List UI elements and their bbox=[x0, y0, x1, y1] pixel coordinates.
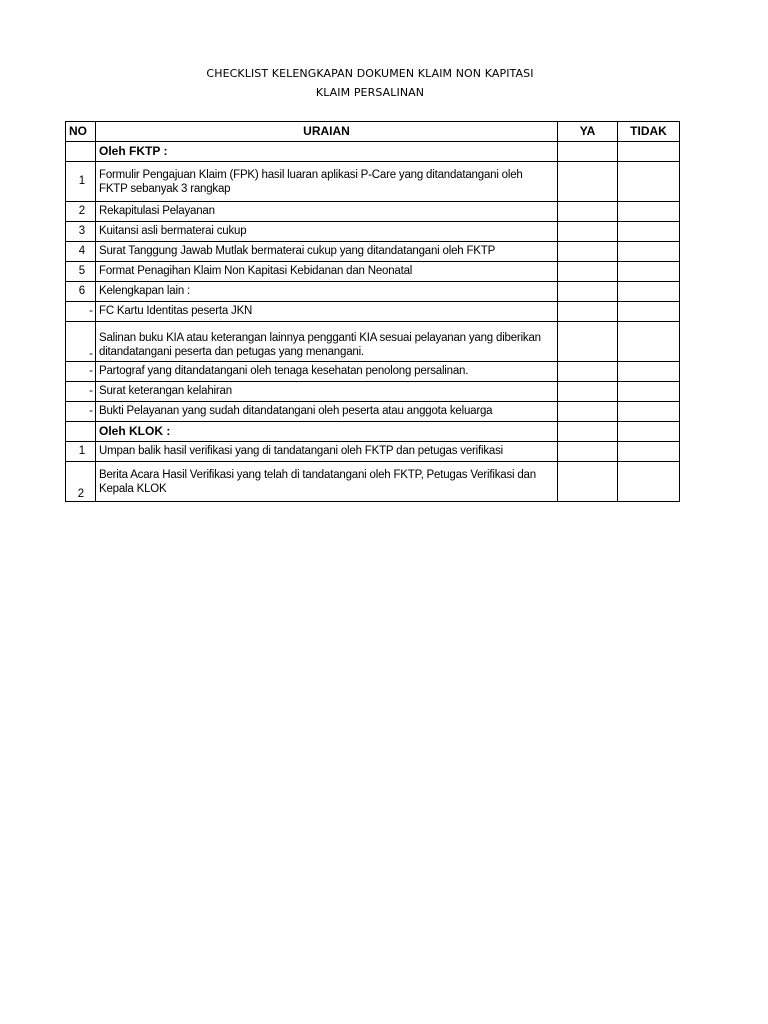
row-text: Format Penagihan Klaim Non Kapitasi Kebidanan dan Neonatal bbox=[96, 262, 558, 282]
table-row bbox=[66, 162, 680, 202]
ya-cell[interactable] bbox=[558, 362, 618, 382]
ya-cell[interactable] bbox=[558, 322, 618, 362]
row-text: Umpan balik hasil verifikasi yang di tandatangani oleh FKTP dan petugas verifikasi bbox=[96, 442, 558, 462]
row-text: Partograf yang ditandatangani oleh tenaga kesehatan penolong persalinan. bbox=[96, 362, 558, 382]
header-no: NO bbox=[66, 122, 96, 142]
ya-cell[interactable] bbox=[558, 162, 618, 202]
row-text: FC Kartu Identitas peserta JKN bbox=[96, 302, 558, 322]
table-row bbox=[66, 382, 680, 402]
ya-cell[interactable] bbox=[558, 262, 618, 282]
row-text: Surat keterangan kelahiran bbox=[96, 382, 558, 402]
checklist-table bbox=[65, 121, 680, 502]
section-label: Oleh FKTP : bbox=[96, 142, 558, 162]
row-number: - bbox=[66, 322, 96, 362]
row-number: - bbox=[66, 382, 96, 402]
row-text: Kelengkapan lain : bbox=[96, 282, 558, 302]
header-tidak: TIDAK bbox=[618, 122, 680, 142]
table-row bbox=[66, 202, 680, 222]
tidak-cell[interactable] bbox=[618, 382, 680, 402]
tidak-cell[interactable] bbox=[618, 422, 680, 442]
tidak-cell[interactable] bbox=[618, 442, 680, 462]
row-text: Bukti Pelayanan yang sudah ditandatangani oleh peserta atau anggota keluarga bbox=[96, 402, 558, 422]
section-row bbox=[66, 422, 680, 442]
row-number: 6 bbox=[66, 282, 96, 302]
row-text: Rekapitulasi Pelayanan bbox=[96, 202, 558, 222]
document-title: CHECKLIST KELENGKAPAN DOKUMEN KLAIM NON KAPITASI bbox=[206, 67, 534, 80]
row-number: 5 bbox=[66, 262, 96, 282]
tidak-cell[interactable] bbox=[618, 462, 680, 502]
tidak-cell[interactable] bbox=[618, 202, 680, 222]
ya-cell[interactable] bbox=[558, 462, 618, 502]
tidak-cell[interactable] bbox=[618, 362, 680, 382]
tidak-cell[interactable] bbox=[618, 322, 680, 362]
row-text: Salinan buku KIA atau keterangan lainnya pengganti KIA sesuai pelayanan yang diberikan ditandatangani peserta dan petugas yang menangani. bbox=[96, 322, 558, 362]
ya-cell[interactable] bbox=[558, 242, 618, 262]
ya-cell[interactable] bbox=[558, 302, 618, 322]
ya-cell[interactable] bbox=[558, 382, 618, 402]
ya-cell[interactable] bbox=[558, 282, 618, 302]
table-row bbox=[66, 262, 680, 282]
header-ya: YA bbox=[558, 122, 618, 142]
row-number: 1 bbox=[66, 442, 96, 462]
row-number: - bbox=[66, 362, 96, 382]
row-text: Surat Tanggung Jawab Mutlak bermaterai cukup yang ditandatangani oleh FKTP bbox=[96, 242, 558, 262]
table-row bbox=[66, 402, 680, 422]
table-row bbox=[66, 222, 680, 242]
row-number bbox=[66, 422, 96, 442]
row-number: 3 bbox=[66, 222, 96, 242]
row-number: 2 bbox=[66, 462, 96, 502]
tidak-cell[interactable] bbox=[618, 142, 680, 162]
row-number: 2 bbox=[66, 202, 96, 222]
tidak-cell[interactable] bbox=[618, 282, 680, 302]
tidak-cell[interactable] bbox=[618, 162, 680, 202]
tidak-cell[interactable] bbox=[618, 242, 680, 262]
ya-cell[interactable] bbox=[558, 142, 618, 162]
table-row bbox=[66, 442, 680, 462]
section-row bbox=[66, 142, 680, 162]
row-number: 4 bbox=[66, 242, 96, 262]
table-row bbox=[66, 462, 680, 502]
tidak-cell[interactable] bbox=[618, 302, 680, 322]
ya-cell[interactable] bbox=[558, 422, 618, 442]
ya-cell[interactable] bbox=[558, 442, 618, 462]
row-number: - bbox=[66, 402, 96, 422]
row-text: Berita Acara Hasil Verifikasi yang telah di tandatangani oleh FKTP, Petugas Verifikasi dan Kepala KLOK bbox=[96, 462, 558, 502]
row-text: Formulir Pengajuan Klaim (FPK) hasil luaran aplikasi P-Care yang ditandatangani oleh FKTP sebanyak 3 rangkap bbox=[96, 162, 558, 202]
ya-cell[interactable] bbox=[558, 402, 618, 422]
ya-cell[interactable] bbox=[558, 202, 618, 222]
row-number: - bbox=[66, 302, 96, 322]
table-row bbox=[66, 282, 680, 302]
row-number bbox=[66, 142, 96, 162]
row-number: 1 bbox=[66, 162, 96, 202]
table-row bbox=[66, 242, 680, 262]
row-text: Kuitansi asli bermaterai cukup bbox=[96, 222, 558, 242]
ya-cell[interactable] bbox=[558, 222, 618, 242]
table-header-row bbox=[66, 122, 680, 142]
table-row bbox=[66, 362, 680, 382]
tidak-cell[interactable] bbox=[618, 402, 680, 422]
tidak-cell[interactable] bbox=[618, 222, 680, 242]
table-row bbox=[66, 302, 680, 322]
header-uraian: URAIAN bbox=[96, 122, 558, 142]
table-row bbox=[66, 322, 680, 362]
tidak-cell[interactable] bbox=[618, 262, 680, 282]
section-label: Oleh KLOK : bbox=[96, 422, 558, 442]
document-subtitle: KLAIM PERSALINAN bbox=[315, 86, 425, 99]
